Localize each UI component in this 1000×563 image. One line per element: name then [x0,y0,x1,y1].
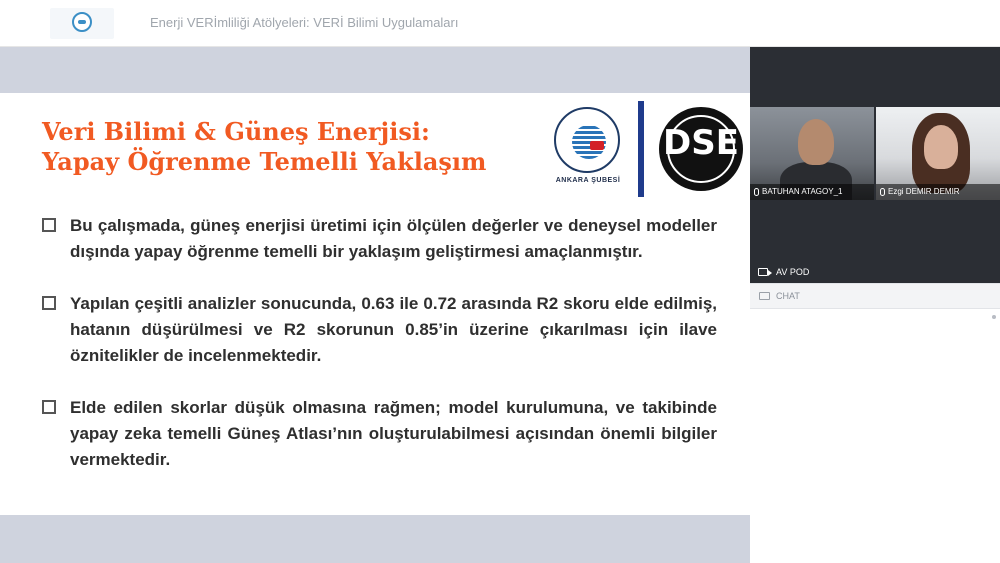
slide [0,93,750,515]
checkbox-bullet-icon [42,400,56,414]
bullet-item [42,291,717,369]
bullet-text: Bu çalışmada, güneş enerjisi üretimi için ölçülen değerler ve deneysel modeller dışında yapay öğrenme temelli bir yaklaşım geliştirmesi amaçlanmıştır. [70,216,717,261]
logo-divider [638,101,644,197]
participant-label [750,184,874,200]
bullet-item [42,213,717,265]
dse-logo-text: DSE [663,123,739,163]
bullet-text: Elde edilen skorlar düşük olmasına rağmen; model kurulumuna, ve takibinde yapay zeka temelli Güneş Atlası’nın oluşturulabilmesi açısından önemli bilgiler vermektedir. [70,398,717,469]
video-pod [750,47,1000,261]
chat-label: CHAT [776,291,800,301]
microphone-icon [754,188,759,196]
scrollbar[interactable] [992,315,996,319]
chat-header[interactable] [750,283,1000,309]
checkbox-bullet-icon [42,296,56,310]
chat-messages[interactable] [750,309,1000,563]
app-title: Enerji VERİmliliği Atölyeleri: VERİ Bilimi Uygulamaları [150,15,459,30]
av-pod-label: AV POD [776,267,810,277]
av-pod-header[interactable] [750,261,1000,283]
participant-name: BATUHAN ATAGOY_1 [762,187,843,196]
bullet-list [42,213,717,499]
participant-label [876,184,1000,200]
slide-title [42,117,522,177]
checkbox-bullet-icon [42,218,56,232]
slide-area [0,47,750,563]
emo-logo-caption: ANKARA ŞUBESİ [555,177,621,184]
slide-title-line-1: Veri Bilimi & Güneş Enerjisi: [42,117,430,146]
emo-logo-icon [554,107,620,173]
slide-title-line-2: Yapay Öğrenme Temelli Yaklaşım [42,147,487,176]
video-tile-participant-1[interactable] [750,107,874,200]
microphone-icon [880,188,885,196]
camera-icon [758,268,768,276]
top-bar [0,0,1000,47]
side-panel [750,47,1000,563]
participant-name: Ezgi DEMIR DEMIR [888,187,960,196]
data-science-earth-logo-icon [659,107,743,191]
emo-logo [548,101,628,191]
workshop-logo-icon [50,8,114,39]
bullet-text: Yapılan çeşitli analizler sonucunda, 0.63 ile 0.72 arasında R2 skoru elde edilmiş, hatanın düşürülmesi ve R2 skorunun 0.85’in üzerine çıkarılması için ilave öznitelikler de incelenmektedir. [70,294,717,365]
video-tile-participant-2[interactable] [876,107,1000,200]
bullet-item [42,395,717,473]
chat-icon [759,292,770,300]
